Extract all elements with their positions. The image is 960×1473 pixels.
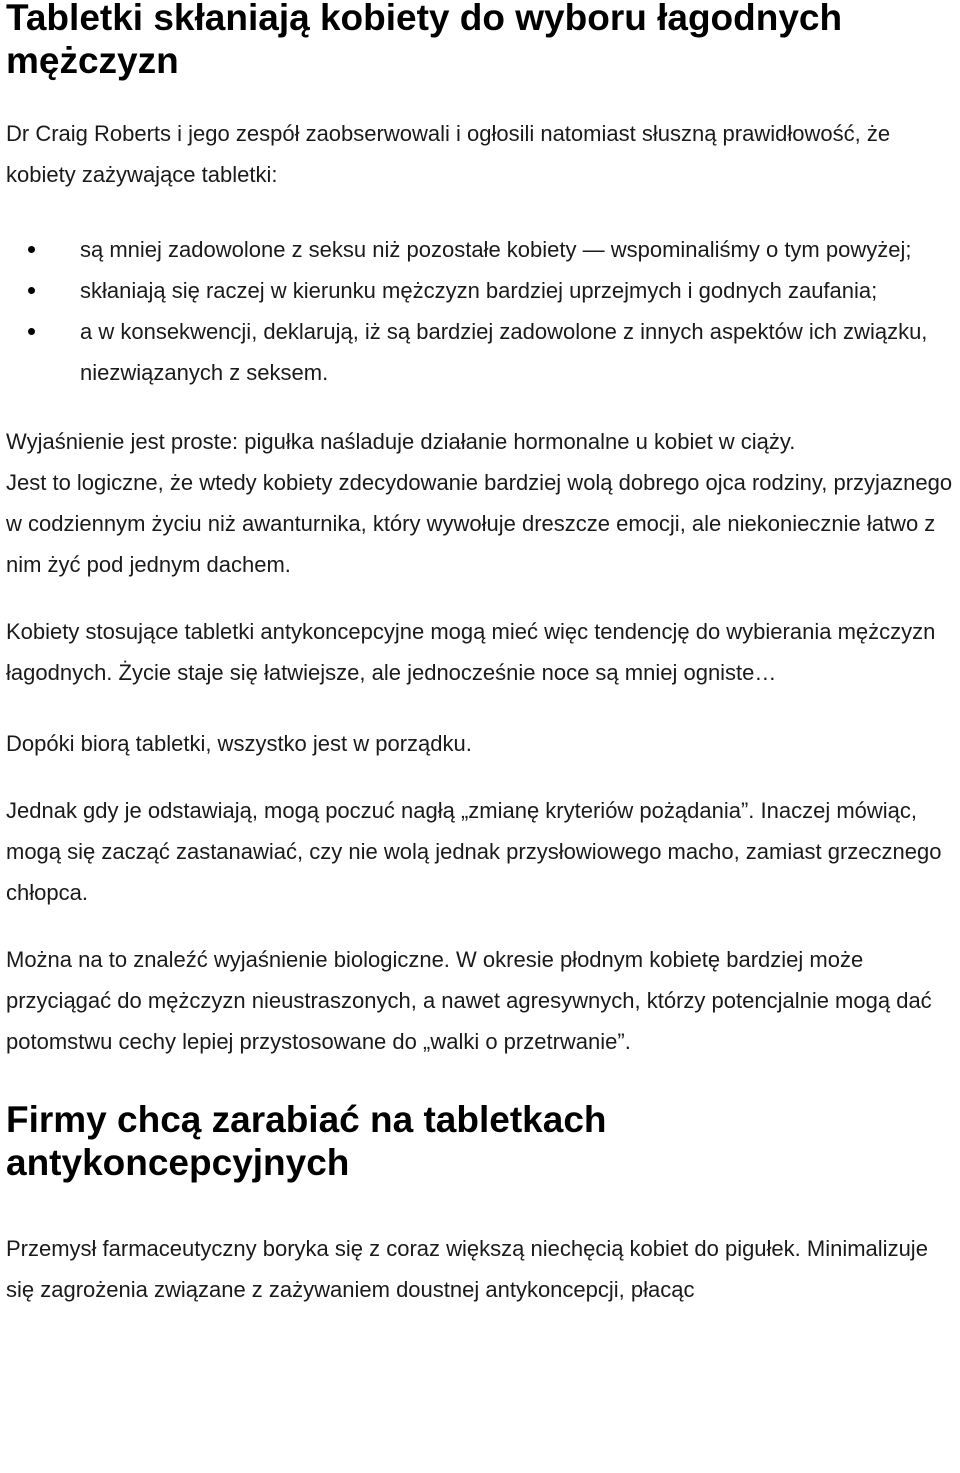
findings-list: [6, 229, 954, 393]
list-item: [80, 270, 954, 311]
list-item-text: a w konsekwencji, deklarują, iż są bardziej zadowolone z innych aspektów ich związku, niezwiązanych z seksem.: [80, 319, 928, 385]
paragraph-stopping: Jednak gdy je odstawiają, mogą poczuć nagłą „zmianę kryteriów pożądania”. Inaczej mówiąc, mogą się zacząć zastanawiać, czy nie wolą jednak przysłowiowego macho, zamiast grzecznego chłopca.: [6, 798, 942, 905]
list-item-text: są mniej zadowolone z seksu niż pozostałe kobiety — wspominaliśmy o tym powyżej;: [80, 237, 912, 262]
list-item: [80, 229, 954, 270]
paragraph-biological: Można na to znaleźć wyjaśnienie biologiczne. W okresie płodnym kobietę bardziej może przyciągać do mężczyzn nieustraszonych, a nawet agresywnych, którzy potencjalnie mogą dać potomstwu cechy lepiej przystosowane do „walki o przetrwanie”.: [6, 947, 932, 1054]
heading-pharma-companies: Firmy chcą zarabiać na tabletkach antykoncepcyjnych: [6, 1099, 607, 1183]
bullet-icon: [28, 328, 35, 335]
list-item: [80, 311, 954, 393]
paragraph-explanation: Wyjaśnienie jest proste: pigułka naśladuje działanie hormonalne u kobiet w ciąży.: [6, 429, 796, 454]
list-item-text: skłaniają się raczej w kierunku mężczyzn bardziej uprzejmych i godnych zaufania;: [80, 278, 878, 303]
bullet-icon: [28, 246, 35, 253]
paragraph-tendency: Kobiety stosujące tabletki antykoncepcyjne mogą mieć więc tendencję do wybierania mężczyzn łagodnych. Życie staje się łatwiejsze, ale jednocześnie noce są mniej ogniste…: [6, 619, 936, 685]
intro-paragraph: Dr Craig Roberts i jego zespół zaobserwowali i ogłosili natomiast słuszną prawidłowość, że kobiety zażywające tabletki:: [6, 121, 891, 187]
bullet-icon: [28, 287, 35, 294]
paragraph-pharma-industry: Przemysł farmaceutyczny boryka się z coraz większą niechęcią kobiet do pigułek. Minimalizuje się zagrożenia związane z zażywaniem doustnej antykoncepcji, płacąc: [6, 1236, 928, 1302]
paragraph-logic: Jest to logiczne, że wtedy kobiety zdecydowanie bardziej wolą dobrego ojca rodziny, przyjaznego w codziennym życiu niż awanturnika, który wywołuje dreszcze emocji, ale niekoniecznie łatwo z nim żyć pod jednym dachem.: [6, 470, 953, 577]
paragraph-while-taking: Dopóki biorą tabletki, wszystko jest w porządku.: [6, 731, 472, 756]
heading-pills-gentle-men: Tabletki skłaniają kobiety do wyboru łagodnych mężczyzn: [6, 0, 843, 81]
